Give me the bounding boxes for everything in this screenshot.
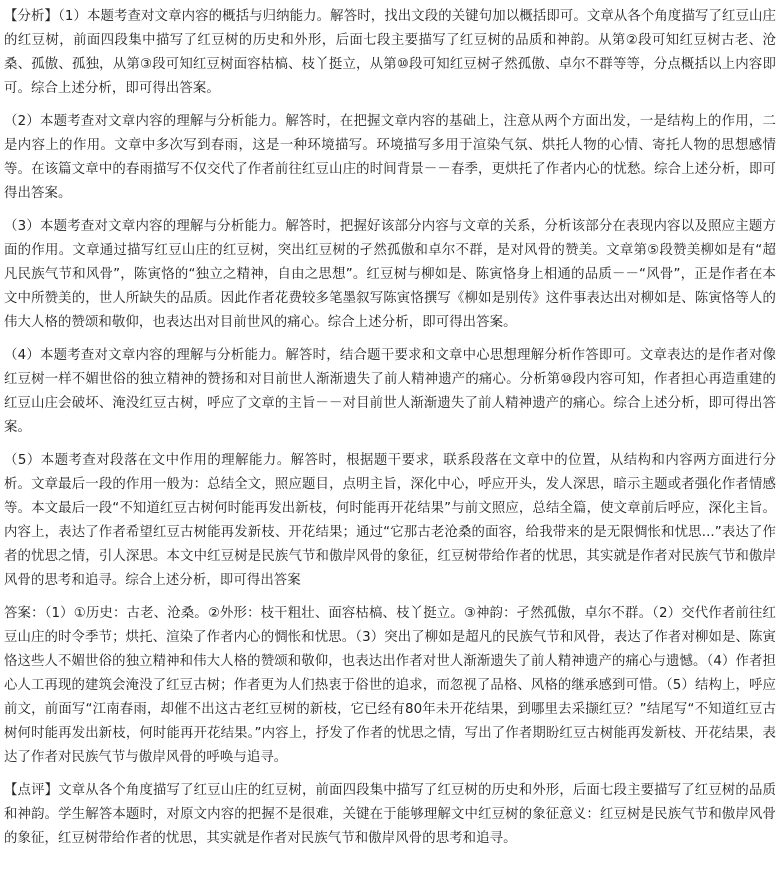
analysis-text-1: （1）本题考查对文章内容的概括与归纳能力。解答时，找出文段的关键句加以概括即可。文章从各个角度描写了红豆山庄的红豆树，前面四段集中描写了红豆树的历史和外形，后面七段主要描写了红豆树的品质和神韵。从第②段可知红豆树古老、沧桑、孤傲、孤独，从第③段可知红豆树面容枯槁、枝丫挺立，从第⑩段可知红豆树孑然孤傲、卓尔不群等等，分点概括以上内容即可。综合上述分析，即可得出答案。 <box>4 9 776 96</box>
analysis-paragraph-5: （5）本题考查对段落在文中作用的理解能力。解答时，根据题干要求，联系段落在文章中的位置，从结构和内容两方面进行分析。文章最后一段的作用一般为：总结全文，照应题目，点明主旨，深化中心，呼应开头，发人深思，暗示主题或者强化作者情感等。本文最后一段“不知道红豆古树何时能再发出新枝，何时能再开花结果”与前文照应，总结全篇，使文章前后呼应，深化主旨。内容上，表达了作者希望红豆古树能再发新枝、开花结果；通过“它那古老沧桑的面容，给我带来的是无限惆怅和忧思...”表达了作者的忧思之情，引人深思。本文中红豆树是民族气节和傲岸风骨的象征，红豆树带给作者的忧思，其实就是作者对民族气节和傲岸风骨的思考和追寻。综合上述分析，即可得出答案 <box>4 453 776 588</box>
comment-tag: 【点评】 <box>4 783 59 798</box>
comment-paragraph <box>4 779 776 851</box>
analysis-tag: 【分析】 <box>4 9 59 24</box>
analysis-paragraph-2: （2）本题考查对文章内容的理解与分析能力。解答时，在把握文章内容的基础上，注意从两个方面出发，一是结构上的作用，二是内容上的作用。文章中多次写到春雨，这是一种环境描写。环境描写多用于渲染气氛、烘托人物的心情、寄托人物的思想感情等。在该篇文章中的春雨描写不仅交代了作者前往红豆山庄的时间背景－－春季，更烘托了作者内心的忧愁。综合上述分析，即可得出答案。 <box>4 114 776 201</box>
answer-paragraph: 答案：（1）①历史：古老、沧桑。②外形：枝干粗壮、面容枯槁、枝丫挺立。③神韵：孑然孤傲，卓尔不群。（2）交代作者前往红豆山庄的时令季节；烘托、渲染了作者内心的惆怅和忧思。（3）突出了柳如是超凡的民族气节和风骨，表达了作者对柳如是、陈寅恪这些人不媚世俗的独立精神和伟大人格的赞颂和敬仰，也表达出作者对世人渐渐遗失了前人精神遗产的痛心与遗憾。（4）作者担心人工再现的建筑会淹没了红豆古树；作者更为人们热衷于俗世的追求，而忽视了品格、风格的继承感到可惜。（5）结构上，呼应前文，前面写“江南春雨，却催不出这古老红豆树的新枝，它已经有80年未开花结果，到哪里去采撷红豆？”结尾写“不知道红豆古树何时能再发出新枝，何时能再开花结果。”内容上，抒发了作者的忧思之情，写出了作者期盼红豆古树能再发新枝、开花结果，表达了作者对民族气节与傲岸风骨的呼唤与追寻。 <box>4 606 776 765</box>
analysis-paragraph-3: （3）本题考查对文章内容的理解与分析能力。解答时，把握好该部分内容与文章的关系，分析该部分在表现内容以及照应主题方面的作用。文章通过描写红豆山庄的红豆树，突出红豆树的孑然孤傲和卓尔不群，是对风骨的赞美。文章第⑤段赞美柳如是有“超凡民族气节和风骨”，陈寅恪的“独立之精神，自由之思想”。红豆树与柳如是、陈寅恪身上相通的品质－－“风骨”，正是作者在本文中所赞美的，世人所缺失的品质。因此作者花费较多笔墨叙写陈寅恪撰写《柳如是别传》这件事表达出对柳如是、陈寅恪等人的伟大人格的赞颂和敬仰，也表达出对目前世风的痛心。综合上述分析，即可得出答案。 <box>4 219 776 330</box>
analysis-paragraph-4: （4）本题考查对文章内容的理解与分析能力。解答时，结合题干要求和文章中心思想理解分析作答即可。文章表达的是作者对像红豆树一样不媚世俗的独立精神的赞扬和对目前世人渐渐遗失了前人精神遗产的痛心。分析第⑩段内容可知，作者担心再造重建的红豆山庄会破坏、淹没红豆古树，呼应了文章的主旨－－对目前世人渐渐遗失了前人精神遗产的痛心。综合上述分析，即可得出答案。 <box>4 348 776 435</box>
comment-text: 文章从各个角度描写了红豆山庄的红豆树，前面四段集中描写了红豆树的历史和外形，后面七段主要描写了红豆树的品质和神韵。学生解答本题时，对原文内容的把握不是很难，关键在于能够理解文中红豆树的象征意义：红豆树是民族气节和傲岸风骨的象征，红豆树带给作者的忧思，其实就是作者对民族气节和傲岸风骨的思考和追寻。 <box>4 783 777 846</box>
analysis-paragraph-1 <box>4 5 776 101</box>
